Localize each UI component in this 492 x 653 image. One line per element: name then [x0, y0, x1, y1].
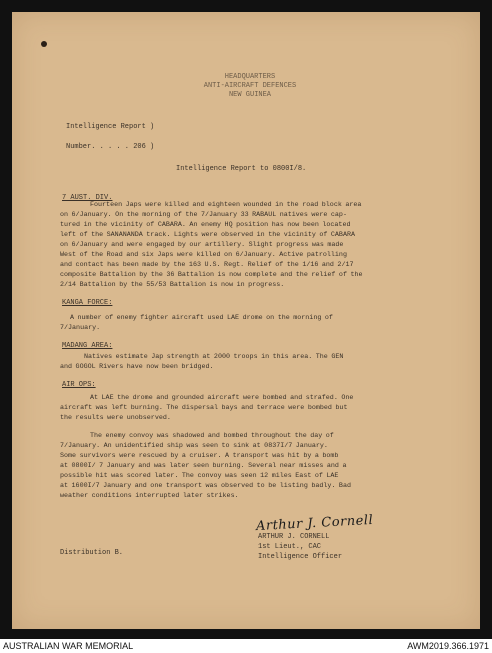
- paragraph-convoy: [60, 431, 440, 501]
- text-line: possible hit was scored later. The convoy was seen 12 miles East of LAE: [60, 472, 339, 480]
- text-line: and GOGOL Rivers have now been bridged.: [60, 363, 214, 371]
- pin-hole: [41, 41, 47, 47]
- text-line: the results were unobserved.: [60, 414, 171, 422]
- text-line: Some survivors were rescued by a cruiser. A transport was hit by a bomb: [60, 452, 339, 460]
- signature-title: Intelligence Officer: [258, 553, 343, 561]
- signature-name: ARTHUR J. CORNELL: [258, 533, 330, 541]
- text-line: Natives estimate Jap strength at 2000 troops in this area. The GEN: [84, 353, 344, 361]
- footer-institution: AUSTRALIAN WAR MEMORIAL: [3, 641, 134, 651]
- footer-accession-number: AWM2019.366.1971: [407, 641, 489, 651]
- paragraph-7-aust-div: [60, 200, 440, 290]
- text-line: Fourteen Japs were killed and eighteen wounded in the road block area: [90, 201, 362, 209]
- section-heading-7-aust-div: 7 AUST. DIV.: [62, 194, 113, 202]
- header-line-1: HEADQUARTERS: [224, 73, 276, 81]
- text-line: weather conditions interrupted later strikes.: [60, 492, 239, 500]
- header-line-2: ANTI-AIRCRAFT DEFENCES: [203, 82, 297, 90]
- text-line: A number of enemy fighter aircraft used LAE drome on the morning of: [70, 314, 333, 322]
- text-line: at 0800I/ 7 January and was later seen burning. Several near misses and a: [60, 462, 347, 470]
- text-line: on 6/January. On the morning of the 7/January 33 RABAUL natives were cap-: [60, 211, 347, 219]
- paragraph-madang-area: [60, 352, 440, 372]
- text-line: left of the SANANANDA track. Lights were observed in the vicinity of CABARA: [60, 231, 355, 239]
- text-line: 7/January.: [60, 324, 101, 332]
- text-line: at 1600I/7 January and one transport was observed to be listing badly. Bad: [60, 482, 351, 490]
- text-line: 2/14 Battalion by the 55/53 Battalion is now in progress.: [60, 281, 285, 289]
- header-line-3: NEW GUINEA: [228, 91, 271, 99]
- report-number: Number. . . . . 206 ): [66, 143, 155, 151]
- text-line: on 6/January and were engaged by our artillery. Slight progress was made: [60, 241, 344, 249]
- section-heading-madang-area: MADANG AREA:: [62, 342, 113, 350]
- paragraph-kanga-force: [60, 313, 440, 333]
- distribution-line: Distribution B.: [60, 549, 124, 557]
- text-line: At LAE the drome and grounded aircraft were bombed and strafed. One: [90, 394, 354, 402]
- handwritten-signature: Arthur J. Cornell: [255, 512, 374, 535]
- archive-footer: [0, 639, 492, 653]
- section-heading-air-ops: AIR OPS:: [62, 381, 96, 389]
- text-line: composite Battalion by the 36 Battalion is now complete and the relief of the: [60, 271, 363, 279]
- text-line: aircraft was left burning. The dispersal bays and terrace were bombed but: [60, 404, 348, 412]
- report-title: Intelligence Report to 0800I/8.: [176, 165, 307, 173]
- text-line: tured in the vicinity of CABARA. An enemy HQ position has now been located: [60, 221, 351, 229]
- text-line: The enemy convoy was shadowed and bombed throughout the day of: [90, 432, 334, 440]
- text-line: West of the Road and six Japs were killed on 6/January. Active patrolling: [60, 251, 347, 259]
- text-line: 7/January. An unidentified ship was seen to sink at 0837I/7 January.: [60, 442, 328, 450]
- paragraph-air-ops: [60, 393, 440, 423]
- signature-rank: 1st Lieut., CAC: [258, 543, 322, 551]
- report-label: Intelligence Report ): [66, 123, 155, 131]
- text-line: and contact has been made by the 163 U.S. Regt. Relief of the 1/16 and 2/17: [60, 261, 354, 269]
- section-heading-kanga-force: KANGA FORCE:: [62, 299, 113, 307]
